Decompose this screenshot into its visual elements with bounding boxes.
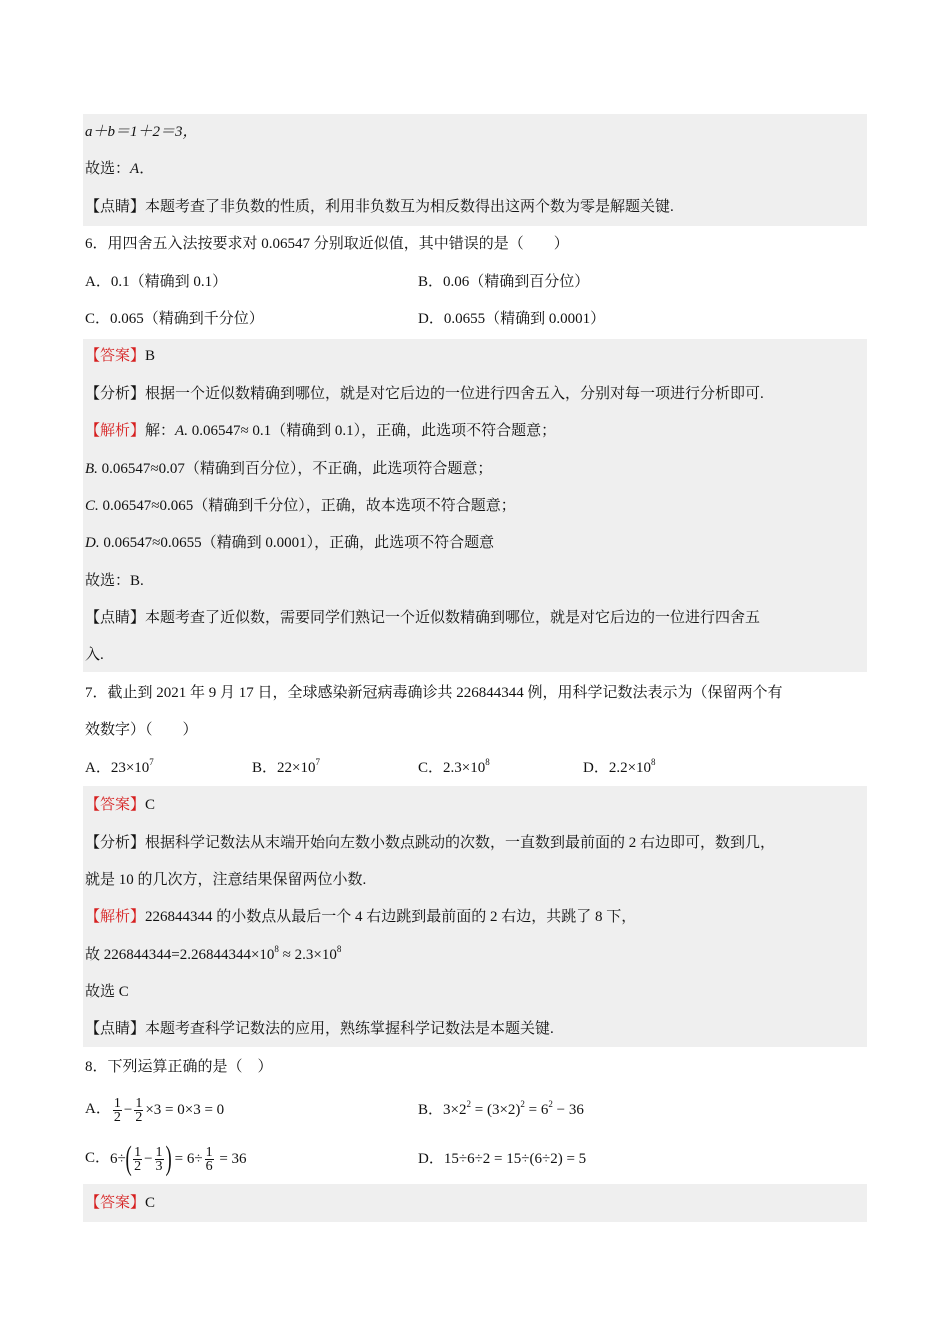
solution-letter: C. (85, 498, 99, 514)
q7-analysis-line1 (85, 833, 867, 853)
q8-option-a (85, 1092, 224, 1126)
option-label: B． (418, 1102, 444, 1118)
minus-sign: − (144, 1150, 153, 1167)
answer-tag: 【答案】 (85, 797, 146, 813)
option-exponent: 8 (651, 757, 656, 767)
solution-text: 0.06547≈0.065（精确到千分位），正确，故本选项不符合题意； (98, 498, 516, 514)
prev-choice (85, 159, 867, 179)
solution-letter: A. (175, 423, 188, 439)
analysis-text: 根据科学记数法从末端开始向左数小数点跳动的次数，一直数到最前面的 2 右边即可，数到几， (145, 835, 776, 851)
numerator: 1 (113, 1095, 121, 1111)
solution-lead: 解： (145, 423, 176, 439)
fraction (205, 1146, 214, 1173)
denominator: 6 (205, 1158, 213, 1174)
q6-tip-line2: 入. (85, 647, 104, 663)
solution-text: 0.06547≈0.0655（精确到 0.0001），正确，此选项不符合题意 (99, 535, 495, 551)
tip-text: 本题考查科学记数法的应用，熟练掌握科学记数法是本题关键. (145, 1021, 554, 1037)
solution-tag: 【解析】 (85, 909, 146, 925)
q6-option-a: A．0.1（精确到 0.1） (85, 274, 228, 290)
calc-exponent: 8 (274, 944, 279, 954)
expr-part: 6÷ (110, 1150, 126, 1167)
q6-tip-line1 (85, 608, 867, 628)
prev-choice-suffix: ． (139, 161, 155, 177)
prev-choice-prefix: 故选： (85, 161, 131, 177)
q6-option-b: B．0.06（精确到百分位） (418, 274, 590, 290)
solution-text: 226844344 的小数点从最后一个 4 右边跳到最前面的 2 右边，共跳了 8 下， (145, 909, 637, 925)
answer-tag: 【答案】 (85, 1195, 146, 1211)
numerator: 1 (135, 1095, 143, 1111)
q6-option-d: D．0.0655（精确到 0.0001） (418, 311, 606, 327)
analysis-tag: 【分析】 (85, 835, 146, 851)
q7-option-d (583, 758, 656, 778)
expr-part: 3×2 (443, 1102, 467, 1118)
q7-option-a (85, 758, 154, 778)
prev-tip (85, 197, 867, 217)
calc-part: ≈ 2.3×10 (278, 947, 337, 963)
expr-part: = 6 (524, 1102, 549, 1118)
expr-part: = 6÷ (170, 1150, 203, 1167)
numerator: 1 (155, 1144, 163, 1160)
right-paren: ) (165, 1140, 172, 1178)
expr-part: = 36 (215, 1150, 247, 1167)
numerator: 1 (205, 1144, 213, 1160)
calc-part: 故 226844344=2.26844344×10 (85, 947, 275, 963)
option-exponent: 8 (485, 757, 490, 767)
option-label: A． (85, 1101, 111, 1117)
q6-solution-a (85, 421, 867, 441)
q8-option-d (418, 1149, 586, 1169)
q8-answer (85, 1193, 867, 1213)
solution-text: 0.06547≈ 0.1（精确到 0.1），正确，此选项不符合题意； (187, 423, 557, 439)
q7-calculation (85, 945, 867, 965)
solution-letter: D. (85, 535, 100, 551)
answer-value: C (145, 797, 156, 813)
expr-part: − 36 (552, 1102, 584, 1118)
q7-answer (85, 795, 867, 815)
option-label: D． (418, 1151, 444, 1167)
left-paren: ( (125, 1140, 132, 1178)
option-math (111, 1093, 224, 1127)
tip-text: 本题考查了近似数，需要同学们熟记一个近似数精确到哪位，就是对它后边的一位进行四舍五 (145, 610, 761, 626)
minus-sign: − (123, 1101, 133, 1118)
q6-option-c: C．0.065（精确到千分位） (85, 311, 264, 327)
prev-choice-letter: A (130, 161, 140, 177)
analysis-tag: 【分析】 (85, 386, 146, 402)
denominator: 3 (155, 1158, 163, 1174)
q7-stem-line1: 7．截止到 2021 年 9 月 17 日，全球感染新冠病毒确诊共 226844344 例，用科学记数法表示为（保留两个有 (85, 685, 783, 701)
option-base: D．2.2×10 (583, 760, 652, 776)
q6-solution-d (85, 533, 867, 553)
expression-rest: ×3 = 0×3 = 0 (145, 1101, 225, 1118)
option-math (110, 1139, 247, 1179)
solution-tag: 【解析】 (85, 423, 146, 439)
q6-analysis (85, 384, 867, 404)
calc-exponent: 8 (336, 944, 342, 954)
q8-stem: 8．下列运算正确的是（ ） (85, 1059, 273, 1075)
exponent: 2 (466, 1099, 471, 1109)
fraction (113, 1097, 122, 1124)
denominator: 2 (134, 1158, 142, 1174)
answer-value: C (145, 1195, 156, 1211)
numerator: 1 (134, 1144, 142, 1160)
solution-letter: B. (85, 461, 98, 477)
q6-solution-b (85, 459, 867, 479)
fraction (155, 1146, 164, 1173)
q8-option-c (85, 1138, 247, 1178)
q6-stem: 6．用四舍五入法按要求对 0.06547 分别取近似值，其中错误的是（ ） (85, 236, 569, 252)
q7-stem-line2: 效数字）（ ） (85, 722, 198, 738)
expr-part: = (3×2) (470, 1102, 521, 1118)
fraction (133, 1146, 142, 1173)
tip-tag: 【点睛】 (85, 1021, 146, 1037)
option-base: C．2.3×10 (418, 760, 486, 776)
answer-tag: 【答案】 (85, 348, 146, 364)
tip-tag: 【点睛】 (85, 610, 146, 626)
option-expression: 15÷6÷2 = 15÷(6÷2) = 5 (443, 1151, 587, 1167)
option-base: A．23×10 (85, 760, 150, 776)
fraction (134, 1097, 143, 1124)
q6-answer (85, 346, 867, 366)
q7-option-c (418, 758, 490, 778)
q7-solution (85, 907, 867, 927)
q6-solution-c (85, 496, 867, 516)
answer-value: B (145, 348, 156, 364)
q7-choice: 故选 C (85, 984, 129, 1000)
option-exponent: 7 (149, 757, 154, 767)
denominator: 2 (135, 1109, 143, 1125)
tip-text: 本题考查了非负数的性质，利用非负数互为相反数得出这两个数为零是解题关键. (145, 199, 674, 215)
q7-tip (85, 1019, 867, 1039)
option-base: B．22×10 (252, 760, 316, 776)
q6-choice: 故选：B. (85, 573, 144, 589)
option-exponent: 7 (315, 757, 320, 767)
solution-text: 0.06547≈0.07（精确到百分位），不正确，此选项符合题意； (97, 461, 493, 477)
exponent: 2 (520, 1099, 525, 1109)
tip-tag: 【点睛】 (85, 199, 146, 215)
prev-equation: a＋b＝1＋2＝3， (85, 124, 198, 140)
q7-option-b (252, 758, 320, 778)
q7-analysis-line2: 就是 10 的几次方，注意结果保留两位小数. (85, 872, 367, 888)
exponent: 2 (548, 1099, 553, 1109)
denominator: 2 (113, 1109, 121, 1125)
analysis-text: 根据一个近似数精确到哪位，就是对它后边的一位进行四舍五入，分别对每一项进行分析即可. (145, 386, 764, 402)
q8-option-b (418, 1100, 584, 1120)
option-label: C． (85, 1150, 111, 1166)
